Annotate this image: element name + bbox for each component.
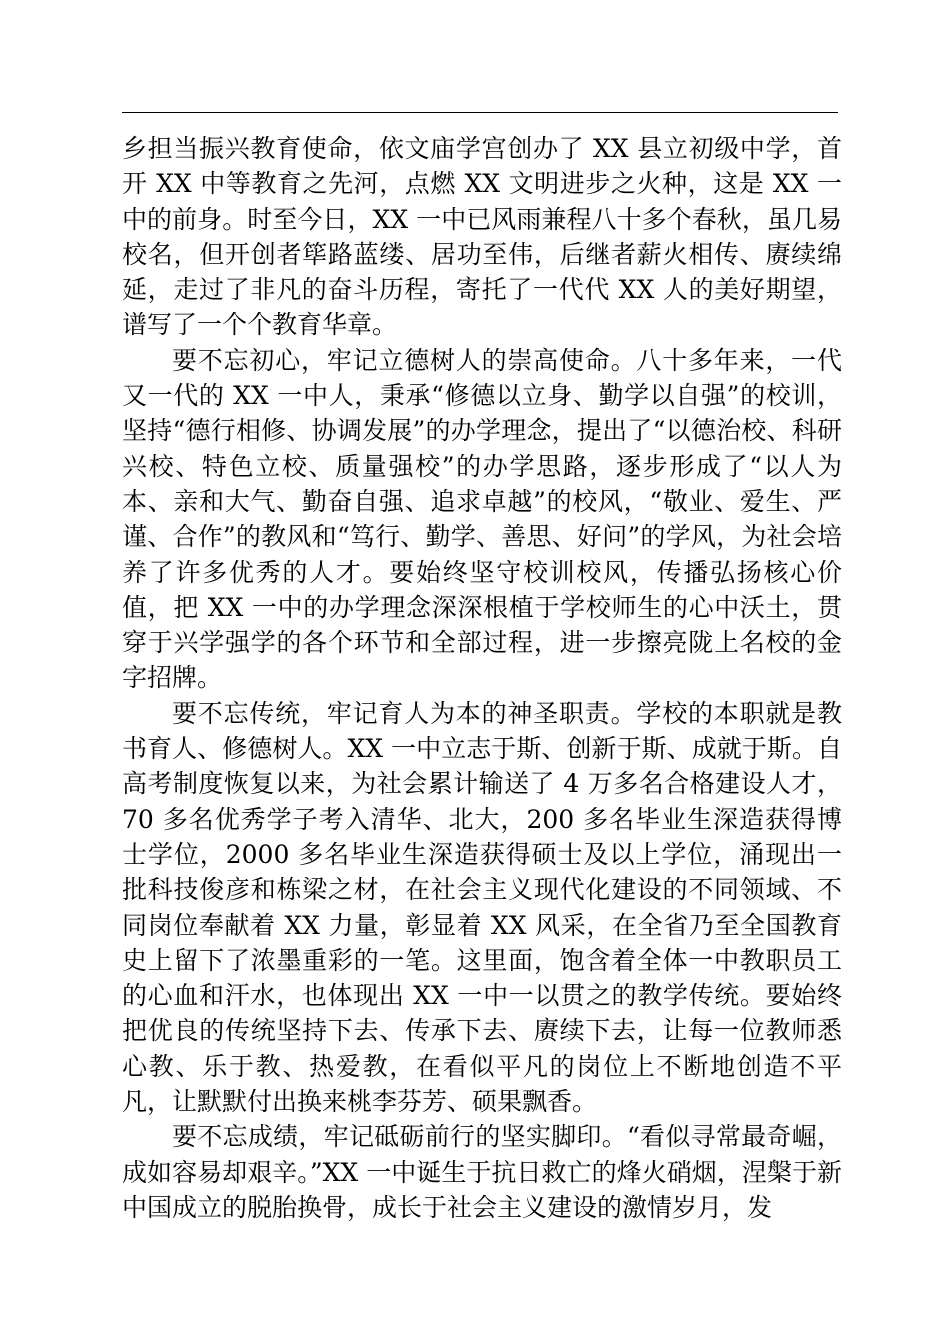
paragraph-original-aspiration: 要不忘初心，牢记立德树人的崇高使命。八十多年来，一代又一代的 XX 一中人，秉承“修德以立身、勤学以自强”的校训，坚持“德行相修、协调发展”的办学理念，提出了“以德治校、科研兴校、特色立校、质量强校”的办学思路，逐步形成了“以人为本、亲和大气、勤奋自强、追求卓越”的校风，“敬业、爱生、严谨、合作”的教风和“笃行、勤学、善思、好问”的学风，为社会培养了许多优秀的人才。要始终坚守校训校风，传播弘扬核心价值，把 XX 一中的办学理念深深根植于学校师生的心中沃土，贯穿于兴学强学的各个环节和全部过程，进一步擦亮陇上名校的金字招牌。 bbox=[122, 345, 842, 693]
paragraph-tradition: 要不忘传统，牢记育人为本的神圣职责。学校的本职就是教书育人、修德树人。XX 一中立志于斯、创新于斯、成就于斯。自高考制度恢复以来，为社会累计输送了 4 万多名合格建设人才，70 多名优秀学子考入清华、北大，200 多名毕业生深造获得博士学位，2000 多名毕业生深造获得硕士及以上学位，涌现出一批科技俊彦和栋梁之材，在社会主义现代化建设的不同领域、不同岗位奉献着 XX 力量，彰显着 XX 风采，在全省乃至全国教育史上留下了浓墨重彩的一笔。这里面，饱含着全体一中教职员工的心血和汗水，也体现出 XX 一中一以贯之的教学传统。要始终把优良的传统坚持下去、传承下去、赓续下去，让每一位教师悉心教、乐于教、热爱教，在看似平凡的岗位上不断地创造不平凡，让默默付出换来桃李芬芳、硕果飘香。 bbox=[122, 698, 842, 1117]
body-text bbox=[122, 131, 842, 1225]
paragraph-continuation: 乡担当振兴教育使命，依文庙学宫创办了 XX 县立初级中学，首开 XX 中等教育之先河，点燃 XX 文明进步之火种，这是 XX 一中的前身。时至今日，XX 一中已风雨兼程八十多个春秋，虽几易校名，但开创者筚路蓝缕、居功至伟，后继者薪火相传、赓续绵延，走过了非凡的奋斗历程，寄托了一代代 XX 人的美好期望，谱写了一个个教育华章。 bbox=[122, 134, 842, 340]
header-rule bbox=[122, 112, 838, 113]
paragraph-achievements: 要不忘成绩，牢记砥砺前行的坚实脚印。“看似寻常最奇崛，成如容易却艰辛。”XX 一中诞生于抗日救亡的烽火硝烟，涅槃于新中国成立的脱胎换骨，成长于社会主义建设的激情岁月，发 bbox=[122, 1122, 842, 1222]
